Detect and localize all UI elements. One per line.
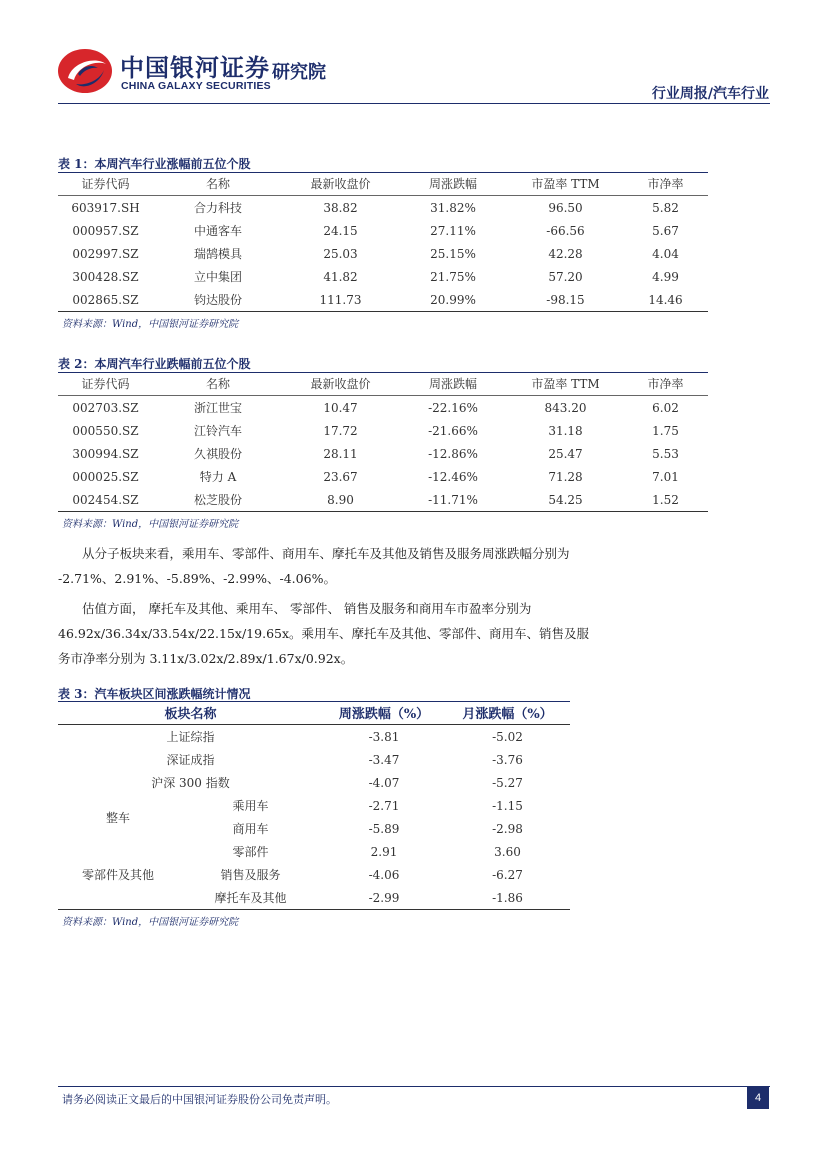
cell: 江铃汽车	[193, 424, 242, 438]
cell: 7.01	[652, 469, 679, 484]
table3-caption: 表 3：汽车板块区间涨跌幅统计情况	[58, 687, 251, 701]
col-header: 周涨跌幅	[428, 177, 477, 191]
cell: 14.46	[648, 292, 683, 307]
cell: 71.28	[548, 469, 583, 484]
brand-name-en: CHINA GALAXY SECURITIES	[121, 80, 271, 92]
cell: -2.98	[492, 821, 523, 836]
col-header: 名称	[205, 177, 230, 191]
cell: 25.47	[548, 446, 583, 461]
table-row	[58, 771, 570, 794]
cell: 28.11	[323, 446, 358, 461]
table2-caption: 表 2：本周汽车行业跌幅前五位个股	[58, 357, 251, 371]
table1-caption: 表 1：本周汽车行业涨幅前五位个股	[58, 157, 251, 171]
cell: 54.25	[548, 492, 583, 507]
table1-gainers	[58, 172, 708, 312]
cell: -66.56	[546, 223, 585, 238]
cell: 销售及服务	[220, 868, 281, 882]
table3-sector-returns	[58, 701, 570, 910]
cell: 41.82	[323, 269, 358, 284]
cell: 上证综指	[166, 730, 215, 744]
cell: -4.07	[368, 775, 400, 790]
cell: 4.04	[652, 246, 679, 261]
cell: 25.03	[323, 246, 358, 261]
table2-source: 资料来源：Wind，中国银河证券研究院	[62, 519, 239, 530]
paragraph-line: 估值方面， 摩托车及其他、乘用车、 零部件、 销售及服务和商用车市盈率分别为	[82, 601, 532, 616]
table1-source: 资料来源：Wind，中国银河证券研究院	[62, 319, 239, 330]
cell: 合力科技	[193, 201, 242, 215]
table-row	[58, 288, 708, 312]
cell: 24.15	[323, 223, 358, 238]
cell: -4.06	[368, 867, 400, 882]
table-row	[58, 442, 708, 465]
col-header: 市盈率 TTM	[531, 377, 600, 391]
footer-divider	[58, 1086, 770, 1087]
table-row	[58, 242, 708, 265]
cell: 002997.SZ	[72, 246, 139, 261]
footer-disclaimer: 请务必阅读正文最后的中国银河证券股份公司免责声明。	[62, 1093, 337, 1106]
cell: 000550.SZ	[72, 423, 139, 438]
cell: 中通客车	[193, 224, 242, 238]
table-header-row	[58, 701, 570, 725]
col-header: 市净率	[647, 177, 684, 191]
cell: 002703.SZ	[72, 400, 139, 415]
cell: 松芝股份	[193, 493, 242, 507]
col-header: 市盈率 TTM	[531, 177, 600, 191]
paragraph-valuation	[58, 596, 770, 671]
cell: 乘用车	[232, 799, 269, 813]
brand-institute: 研究院	[272, 62, 326, 83]
cell: 21.75%	[430, 269, 476, 284]
cell: -2.71	[368, 798, 400, 813]
table-row	[58, 419, 708, 442]
table-row	[58, 840, 570, 863]
cell: 1.75	[652, 423, 679, 438]
cell: -12.46%	[428, 469, 478, 484]
table-header-row	[58, 372, 708, 396]
cell: 31.18	[548, 423, 583, 438]
cell: 5.67	[652, 223, 679, 238]
cell: -5.89	[368, 821, 400, 836]
table2-losers	[58, 372, 708, 512]
cell: 1.52	[652, 492, 679, 507]
table-row	[58, 265, 708, 288]
company-logo-icon	[56, 44, 114, 96]
group-label: 零部件及其他	[81, 868, 154, 882]
cell: 沪深 300 指数	[151, 776, 230, 790]
cell: 57.20	[548, 269, 583, 284]
brand-name-cn: 中国银河证券	[120, 54, 270, 82]
cell: 42.28	[548, 246, 583, 261]
cell: 843.20	[544, 400, 587, 415]
cell: 深证成指	[166, 753, 215, 767]
cell: 久祺股份	[193, 447, 242, 461]
table-row	[58, 488, 708, 512]
cell: 000025.SZ	[72, 469, 139, 484]
cell: 8.90	[327, 492, 354, 507]
cell: 6.02	[652, 400, 679, 415]
col-header: 板块名称	[58, 701, 323, 725]
cell: 23.67	[323, 469, 358, 484]
cell: -98.15	[546, 292, 585, 307]
cell: 17.72	[323, 423, 358, 438]
col-header: 最新收盘价	[310, 177, 371, 191]
cell: -5.27	[492, 775, 523, 790]
table-row	[58, 465, 708, 488]
cell: 瑞鹄模具	[193, 247, 242, 261]
cell: 4.99	[652, 269, 679, 284]
cell: 002865.SZ	[72, 292, 139, 307]
cell: 商用车	[232, 822, 269, 836]
cell: 300428.SZ	[72, 269, 139, 284]
paragraph-line: 从分子板块来看，乘用车、零部件、商用车、摩托车及其他及销售及服务周涨跌幅分别为	[82, 546, 570, 561]
table-row	[58, 196, 708, 220]
col-header: 月涨跌幅（%）	[445, 701, 570, 725]
col-header: 证券代码	[81, 377, 130, 391]
cell: -1.86	[492, 890, 523, 905]
table-row	[58, 725, 570, 749]
cell: 96.50	[548, 200, 583, 215]
cell: 10.47	[323, 400, 358, 415]
group-label: 整车	[105, 810, 130, 825]
cell: 3.60	[494, 844, 521, 859]
cell: -2.99	[368, 890, 400, 905]
cell: 20.99%	[430, 292, 476, 307]
table-row	[58, 794, 570, 817]
cell: 钧达股份	[193, 293, 242, 307]
col-header: 周涨跌幅	[428, 377, 477, 391]
paragraph-line: 46.92x/36.34x/33.54x/22.15x/19.65x。乘用车、摩托车及其他、零部件、商用车、销售及服	[58, 626, 590, 641]
cell: 浙江世宝	[193, 401, 242, 415]
cell: -5.02	[492, 729, 523, 744]
col-header: 周涨跌幅（%）	[323, 701, 445, 725]
cell: 5.82	[652, 200, 679, 215]
cell: 111.73	[319, 292, 362, 307]
cell: 25.15%	[430, 246, 476, 261]
cell: 立中集团	[193, 270, 242, 284]
cell: -3.81	[368, 729, 400, 744]
cell: 38.82	[323, 200, 358, 215]
cell: -22.16%	[428, 400, 478, 415]
paragraph-subsector-returns	[58, 541, 770, 591]
col-header: 证券代码	[81, 177, 130, 191]
cell: -21.66%	[428, 423, 478, 438]
header-divider	[58, 103, 770, 104]
cell: 5.53	[652, 446, 679, 461]
paragraph-line: 务市净率分别为 3.11x/3.02x/2.89x/1.67x/0.92x。	[58, 651, 354, 666]
page-number: 4	[747, 1087, 769, 1109]
cell: 31.82%	[430, 200, 476, 215]
cell: 002454.SZ	[72, 492, 139, 507]
report-type: 行业周报/汽车行业	[651, 86, 769, 102]
cell: -12.86%	[428, 446, 478, 461]
table3-source: 资料来源：Wind，中国银河证券研究院	[62, 917, 239, 928]
col-header: 市净率	[647, 377, 684, 391]
paragraph-line: -2.71%、2.91%、-5.89%、-2.99%、-4.06%。	[58, 571, 336, 586]
table-header-row	[58, 172, 708, 196]
col-header: 最新收盘价	[310, 377, 371, 391]
cell: 27.11%	[430, 223, 476, 238]
cell: 特力 A	[199, 470, 237, 484]
cell: -11.71%	[428, 492, 478, 507]
cell: -3.47	[368, 752, 400, 767]
cell: -1.15	[492, 798, 523, 813]
cell: 603917.SH	[71, 200, 140, 215]
table-row	[58, 396, 708, 420]
col-header: 名称	[205, 377, 230, 391]
cell: 000957.SZ	[72, 223, 139, 238]
cell: -3.76	[492, 752, 523, 767]
cell: 摩托车及其他	[214, 891, 287, 905]
cell: 300994.SZ	[72, 446, 139, 461]
table-row	[58, 748, 570, 771]
cell: -6.27	[492, 867, 523, 882]
cell: 零部件	[232, 845, 269, 859]
table-row	[58, 219, 708, 242]
cell: 2.91	[370, 844, 398, 859]
